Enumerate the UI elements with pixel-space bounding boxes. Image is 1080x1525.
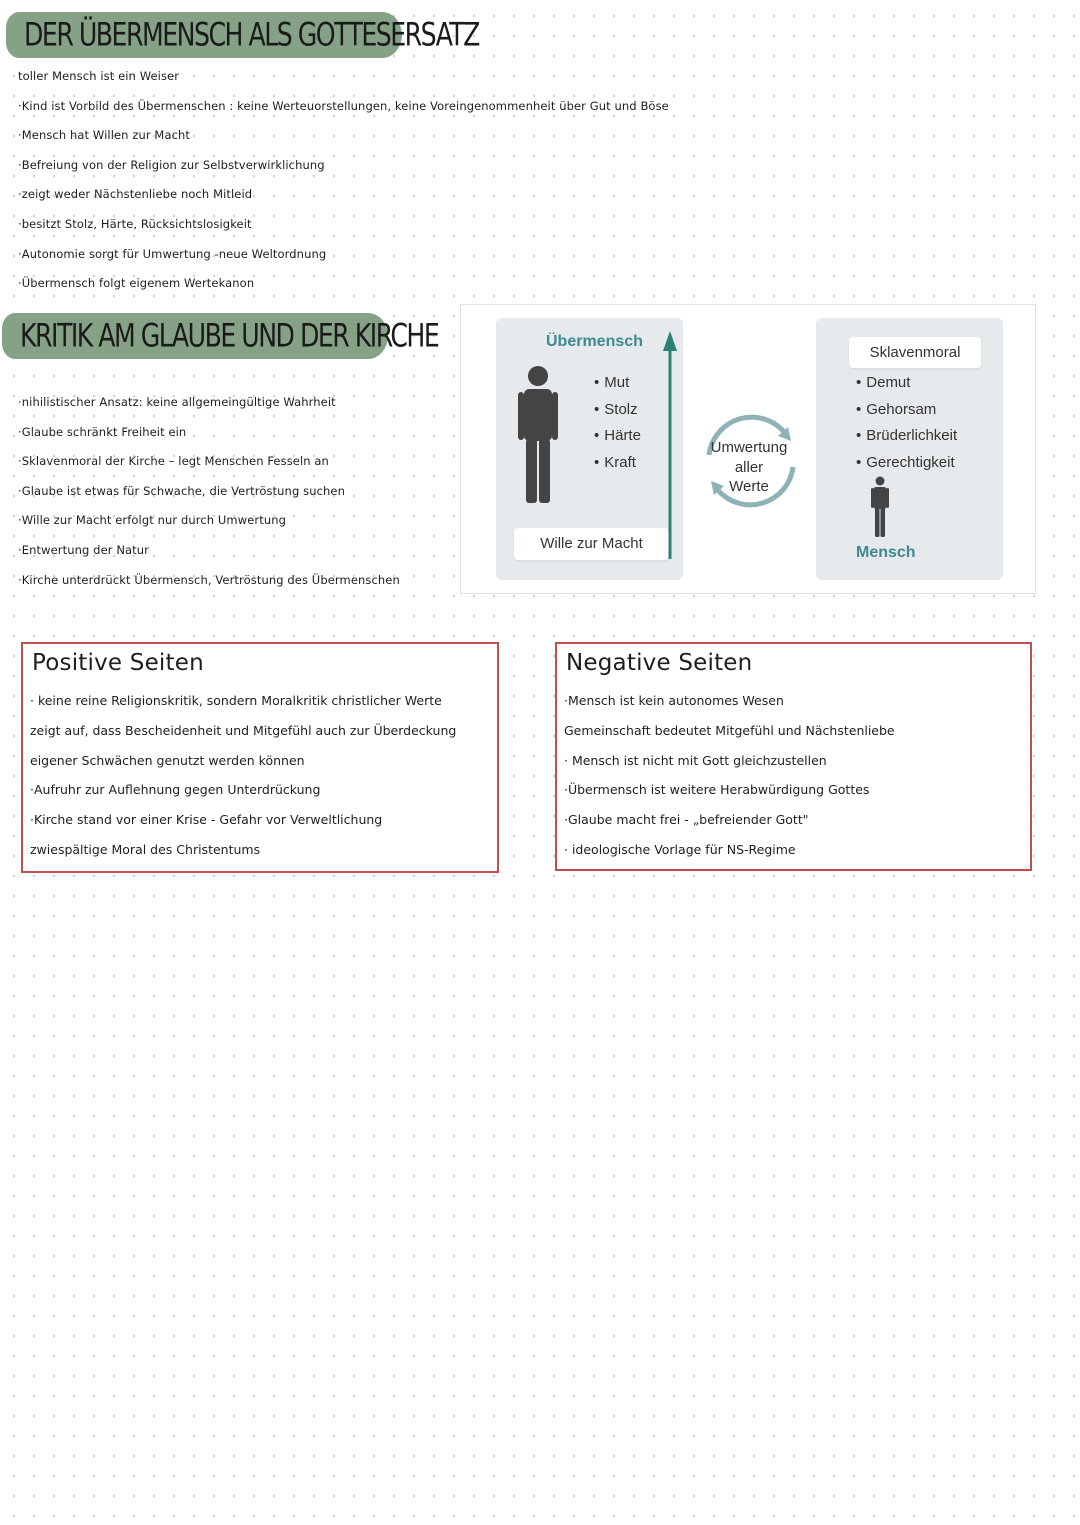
trait-item: • Gerechtigkeit xyxy=(856,450,957,477)
trait-item: • Stolz xyxy=(594,397,641,424)
trait-item: • Kraft xyxy=(594,450,641,477)
mensch-panel xyxy=(816,318,1003,580)
section-heading-uebermensch: DER ÜBERMENSCH ALS GOTTESERSATZ xyxy=(6,12,402,58)
note-item: ·Befreiung von der Religion zur Selbstverwirklichung xyxy=(18,157,325,172)
trait-item: • Gehorsam xyxy=(856,397,957,424)
list-item: · ideologische Vorlage für NS-Regime xyxy=(564,841,796,857)
note-item: ·zeigt weder Nächstenliebe noch Mitleid xyxy=(18,187,253,202)
person-small-icon xyxy=(871,476,889,538)
negative-sides-list xyxy=(564,686,895,865)
note-item: ·Entwertung der Natur xyxy=(18,542,150,557)
list-item: ·Mensch ist kein autonomes Wesen xyxy=(564,693,784,708)
mensch-traits xyxy=(856,370,957,476)
note-item: ·Glaube schränkt Freiheit ein xyxy=(18,424,187,439)
note-item: ·Kirche unterdrückt Übermensch, Vertröstung des Übermenschen xyxy=(18,572,400,587)
uebermensch-panel xyxy=(496,318,683,580)
list-item: ·Aufruhr zur Auflehnung gegen Unterdrückung xyxy=(30,782,321,798)
note-item: toller Mensch ist ein Weiser xyxy=(18,69,180,83)
positive-sides-title: Positive Seiten xyxy=(32,650,204,676)
mensch-title: Mensch xyxy=(856,544,916,561)
note-item: ·Übermensch folgt eigenem Wertekanon xyxy=(18,276,255,291)
note-item: ·Kind ist Vorbild des Übermenschen : keine Werteuorstellungen, keine Voreingenommenheit über Gut und Böse xyxy=(18,98,669,113)
list-item: zwiespältige Moral des Christentums xyxy=(30,841,261,857)
list-item: ·Übermensch ist weitere Herabwürdigung Gottes xyxy=(564,782,870,798)
negative-sides-title: Negative Seiten xyxy=(566,650,753,676)
up-arrow-icon xyxy=(661,331,681,561)
umwertung-label: Umwertung aller Werte xyxy=(710,439,788,495)
note-item: ·Glaube ist etwas für Schwache, die Vertröstung suchen xyxy=(18,483,345,498)
trait-item: • Härte xyxy=(594,423,641,450)
note-item: ·besitzt Stolz, Härte, Rücksichtslosigkeit xyxy=(18,216,252,231)
sklavenmoral-box: Sklavenmoral xyxy=(849,337,981,368)
trait-item: • Brüderlichkeit xyxy=(856,423,957,450)
list-item: ·Glaube macht frei - „befreiender Gott" xyxy=(564,812,809,828)
list-item: · keine reine Religionskritik, sondern Moralkritik christlicher Werte xyxy=(30,693,442,708)
list-item: · Mensch ist nicht mit Gott gleichzustellen xyxy=(564,752,827,768)
positive-sides-box xyxy=(21,642,499,873)
positive-sides-list xyxy=(30,686,456,865)
note-item: ·Wille zur Macht erfolgt nur durch Umwertung xyxy=(18,513,286,528)
kritik-notes-list xyxy=(18,388,400,595)
uebermensch-title: Übermensch xyxy=(546,333,643,350)
uebermensch-notes-list xyxy=(18,62,669,299)
trait-item: • Demut xyxy=(856,370,957,397)
person-large-icon xyxy=(518,364,558,504)
trait-item: • Mut xyxy=(594,370,641,397)
note-item: ·nihilistischer Ansatz: keine allgemeingültige Wahrheit xyxy=(18,395,336,409)
section-heading-kritik: KRITIK AM GLAUBE UND DER KIRCHE xyxy=(2,313,388,359)
note-item: ·Sklavenmoral der Kirche – legt Menschen Fesseln an xyxy=(18,454,329,469)
list-item: zeigt auf, dass Bescheidenheit und Mitgefühl auch zur Überdeckung xyxy=(30,722,457,738)
note-item: ·Autonomie sorgt für Umwertung -neue Weltordnung xyxy=(18,246,327,261)
negative-sides-box xyxy=(555,642,1032,871)
list-item: ·Kirche stand vor einer Krise - Gefahr vor Verweltlichung xyxy=(30,812,383,828)
wille-zur-macht-box: Wille zur Macht xyxy=(514,528,669,560)
uebermensch-traits xyxy=(594,370,641,476)
note-item: ·Mensch hat Willen zur Macht xyxy=(18,128,191,143)
list-item: eigener Schwächen genutzt werden können xyxy=(30,752,305,768)
uebermensch-diagram xyxy=(460,304,1036,594)
list-item: Gemeinschaft bedeutet Mitgefühl und Nächstenliebe xyxy=(564,722,895,738)
